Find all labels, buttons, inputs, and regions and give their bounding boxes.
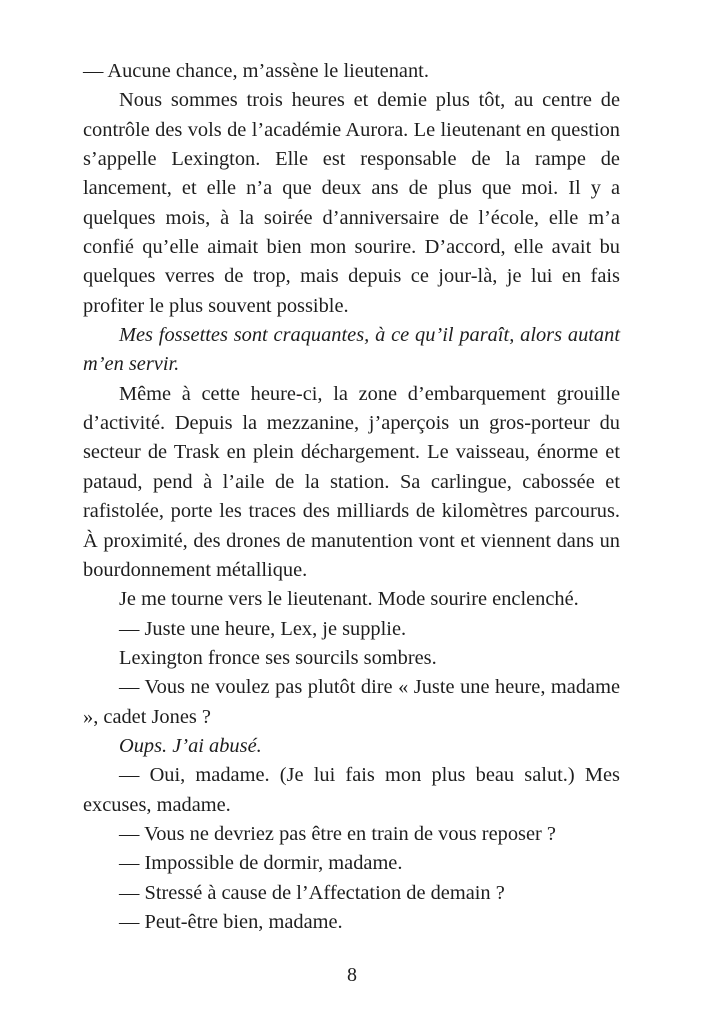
page-body xyxy=(83,57,620,937)
paragraph-thought-dimples: Mes fossettes sont craquantes, à ce qu’il paraît, alors autant m’en servir. xyxy=(83,324,620,376)
paragraph-dialogue-rest: — Vous ne devriez pas être en train de vous reposer ? xyxy=(119,822,556,845)
paragraph-boarding-zone: Même à cette heure-ci, la zone d’embarquement grouille d’activité. Depuis la mezzanine, j’aperçois un gros-porteur du secteur de Trask en plein déchargement. Le vaisseau, énorme et pataud, pend à l’aile de la station. Sa carlingue, cabossée et rafistolée, porte les traces des milliards de kilomètres parcourus. À proximité, des drones de manutention vont et viennent dans un bourdonnement métallique. xyxy=(83,382,620,581)
paragraph-dialogue-plead: — Juste une heure, Lex, je supplie. xyxy=(119,617,407,640)
paragraph-frown: Lexington fronce ses sourcils sombres. xyxy=(119,646,437,669)
paragraph-dialogue-salute: — Oui, madame. (Je lui fais mon plus beau salut.) Mes excuses, madame. xyxy=(83,764,620,816)
paragraph-dialogue-opening: — Aucune chance, m’assène le lieutenant. xyxy=(83,60,429,82)
page-number: 8 xyxy=(347,964,357,986)
paragraph-dialogue-sleep: — Impossible de dormir, madame. xyxy=(119,852,403,875)
paragraph-control-center: Nous sommes trois heures et demie plus tôt, au centre de contrôle des vols de l’académie Aurora. Le lieutenant en question s’appelle Lexington. Elle est responsable de la rampe de lancement, et elle n’a que deux ans de plus que moi. Il y a quelques mois, à la soirée d’anniversaire de l’école, elle m’a confié qu’elle aimait bien mon sourire. D’accord, elle avait bu quelques verres de trop, mais depuis ce jour-là, je lui en fais profiter le plus souvent possible. xyxy=(83,89,620,317)
paragraph-smile-mode: Je me tourne vers le lieutenant. Mode sourire enclenché. xyxy=(119,588,579,611)
paragraph-dialogue-stressed: — Stressé à cause de l’Affectation de demain ? xyxy=(119,881,505,904)
paragraph-dialogue-maybe: — Peut-être bien, madame. xyxy=(119,910,343,933)
paragraph-dialogue-madame: — Vous ne voulez pas plutôt dire « Juste une heure, madame », cadet Jones ? xyxy=(83,676,620,728)
paragraph-thought-oops: Oups. J’ai abusé. xyxy=(119,734,262,757)
